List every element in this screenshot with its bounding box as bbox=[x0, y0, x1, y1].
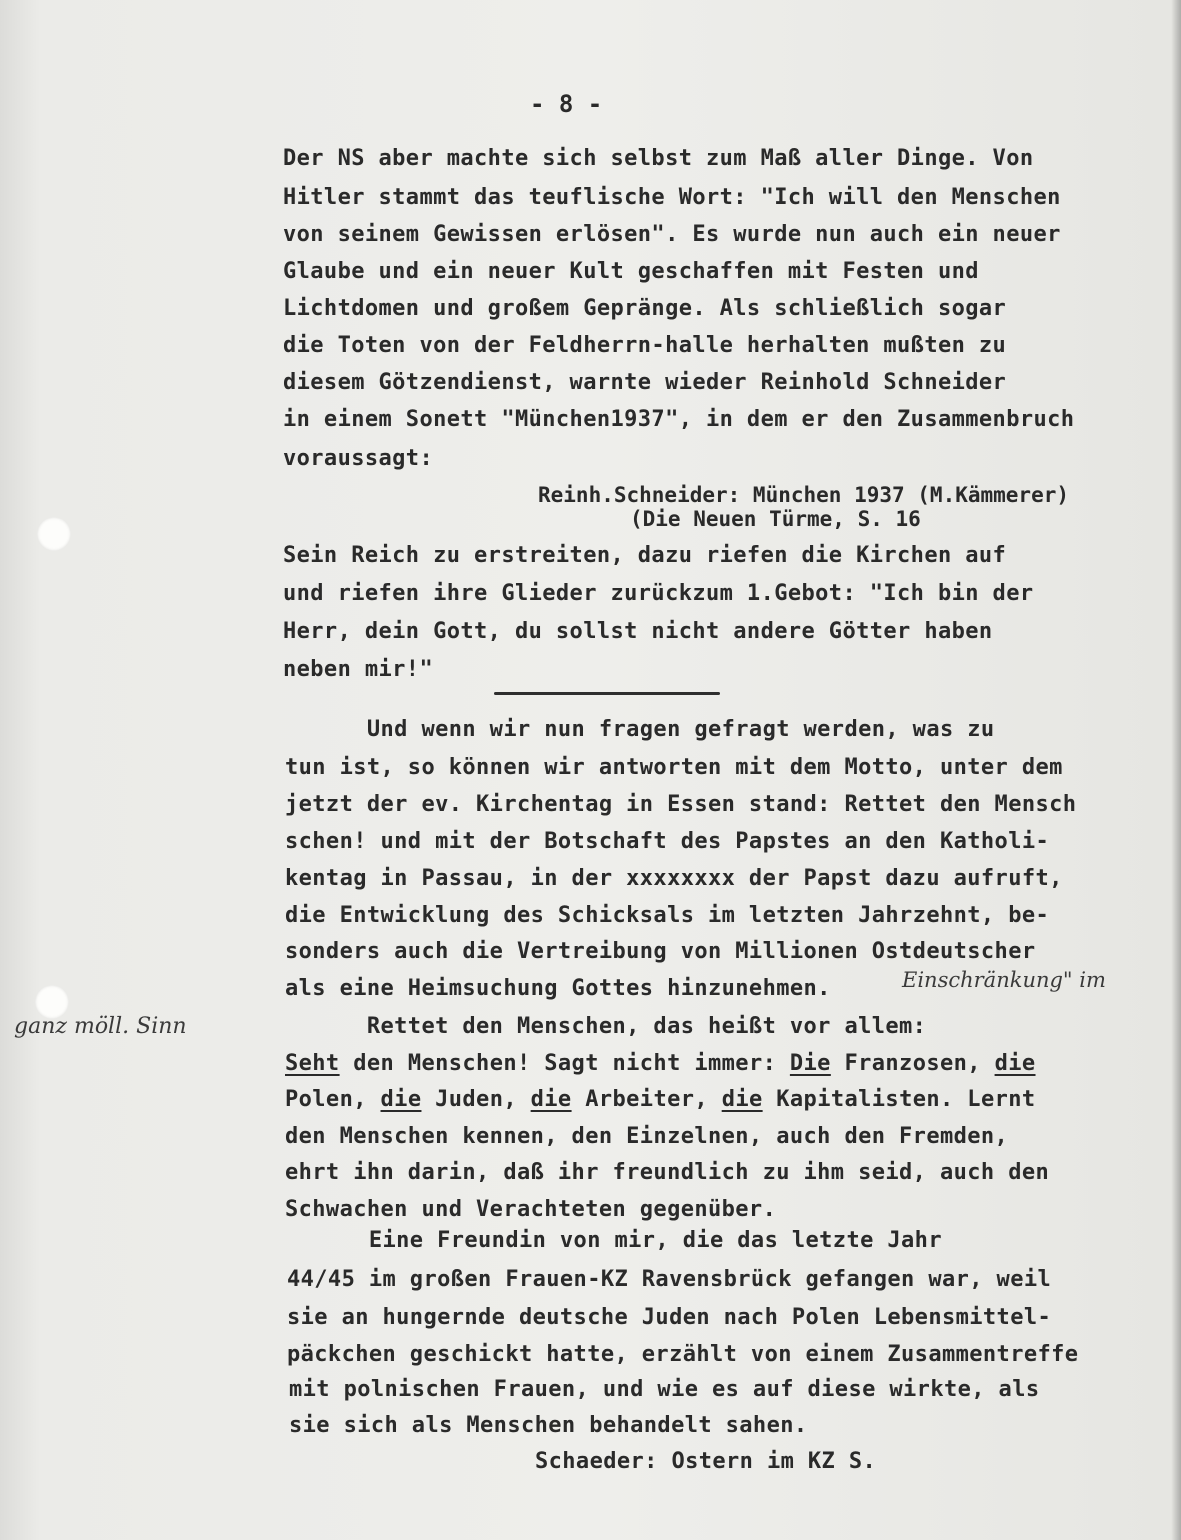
paragraph-4-line: ehrt ihn darin, daß ihr freundlich zu ihm seid, auch den bbox=[285, 1160, 1050, 1185]
paragraph-3-line: tun ist, so können wir antworten mit dem Motto, unter dem bbox=[285, 755, 1063, 780]
text-run: Kapitalisten. Lernt bbox=[762, 1087, 1036, 1112]
paragraph-4-line: Rettet den Menschen, das heißt vor allem: bbox=[285, 1014, 927, 1039]
paragraph-3-line: sonders auch die Vertreibung von Millionen Ostdeutscher bbox=[285, 939, 1036, 964]
punch-hole-top bbox=[37, 517, 71, 551]
paragraph-4-line: Schwachen und Verachteten gegenüber. bbox=[285, 1197, 777, 1222]
paragraph-1-line: in einem Sonett "München1937", in dem er den Zusammenbruch bbox=[283, 407, 1075, 432]
paragraph-2-line: Herr, dein Gott, du sollst nicht andere Götter haben bbox=[283, 619, 993, 644]
text-run: Juden, bbox=[421, 1087, 531, 1112]
paragraph-2-line: Sein Reich zu erstreiten, dazu riefen die Kirchen auf bbox=[283, 543, 1007, 568]
underlined-word: die bbox=[380, 1087, 422, 1112]
paragraph-5-line: päckchen geschickt hatte, erzählt von einem Zusammentreffe bbox=[287, 1342, 1079, 1367]
paragraph-4-line bbox=[285, 1051, 1036, 1077]
paragraph-3-line: als eine Heimsuchung Gottes hinzunehmen. bbox=[285, 976, 831, 1001]
paragraph-1-line: Hitler stammt das teuflische Wort: "Ich will den Menschen bbox=[283, 185, 1061, 210]
paragraph-3-line: kentag in Passau, in der xxxxxxxx der Papst dazu aufruft, bbox=[285, 866, 1063, 891]
text-run: Arbeiter, bbox=[571, 1087, 722, 1112]
paragraph-3-line: jetzt der ev. Kirchentag in Essen stand: Rettet den Mensch bbox=[285, 792, 1077, 817]
paragraph-1-line: Der NS aber machte sich selbst zum Maß aller Dinge. Von bbox=[283, 146, 1034, 171]
paragraph-3-line: die Entwicklung des Schicksals im letzten Jahrzehnt, be- bbox=[285, 903, 1050, 928]
citation-schaeder: Schaeder: Ostern im KZ S. bbox=[535, 1449, 877, 1474]
underlined-word: die bbox=[530, 1087, 572, 1112]
margin-note: ganz möll. Sinn bbox=[14, 1014, 187, 1039]
paragraph-5-line: mit polnischen Frauen, und wie es auf diese wirkte, als bbox=[289, 1377, 1040, 1402]
underlined-word: Seht bbox=[285, 1051, 340, 1076]
section-divider bbox=[494, 692, 720, 695]
paragraph-1-line: diesem Götzendienst, warnte wieder Reinhold Schneider bbox=[283, 370, 1007, 395]
text-run: Franzosen, bbox=[830, 1051, 995, 1076]
paragraph-1-line: von seinem Gewissen erlösen". Es wurde nun auch ein neuer bbox=[283, 222, 1061, 247]
text-run: den Menschen! Sagt nicht immer: bbox=[339, 1051, 790, 1076]
handwritten-insert: Einschränkung" im bbox=[902, 968, 1106, 992]
paragraph-1-line: Lichtdomen und großem Gepränge. Als schließlich sogar bbox=[283, 296, 1007, 321]
paragraph-5-line: sie an hungernde deutsche Juden nach Polen Lebensmittel- bbox=[287, 1305, 1052, 1330]
paragraph-1-line: voraussagt: bbox=[283, 446, 434, 471]
citation-line: Reinh.Schneider: München 1937 (M.Kämmerer) bbox=[538, 483, 1070, 507]
paragraph-1-line: Glaube und ein neuer Kult geschaffen mit Festen und bbox=[283, 259, 979, 284]
underlined-word: Die bbox=[789, 1051, 831, 1076]
paragraph-3-line: Und wenn wir nun fragen gefragt werden, was zu bbox=[285, 717, 995, 742]
underlined-word: die bbox=[994, 1051, 1036, 1076]
page-number: - 8 - bbox=[530, 90, 603, 118]
page-edge-shadow bbox=[1171, 0, 1181, 1540]
citation-line: (Die Neuen Türme, S. 16 bbox=[630, 507, 921, 531]
paragraph-5-line: sie sich als Menschen behandelt sahen. bbox=[289, 1413, 808, 1438]
paragraph-1-line: die Toten von der Feldherrn-halle herhalten mußten zu bbox=[283, 333, 1007, 358]
paragraph-2-line: und riefen ihre Glieder zurückzum 1.Gebot: "Ich bin der bbox=[283, 581, 1034, 606]
paragraph-4-line bbox=[285, 1087, 1036, 1113]
paragraph-4-line: den Menschen kennen, den Einzelnen, auch den Fremden, bbox=[285, 1124, 1009, 1149]
paragraph-2-line: neben mir!" bbox=[283, 657, 434, 682]
paragraph-5-line: Eine Freundin von mir, die das letzte Jahr bbox=[287, 1228, 942, 1253]
paragraph-3-line: schen! und mit der Botschaft des Papstes an den Katholi- bbox=[285, 829, 1050, 854]
underlined-word: die bbox=[721, 1087, 763, 1112]
paragraph-5-line: 44/45 im großen Frauen-KZ Ravensbrück gefangen war, weil bbox=[287, 1267, 1052, 1292]
text-run: Polen, bbox=[285, 1087, 381, 1112]
